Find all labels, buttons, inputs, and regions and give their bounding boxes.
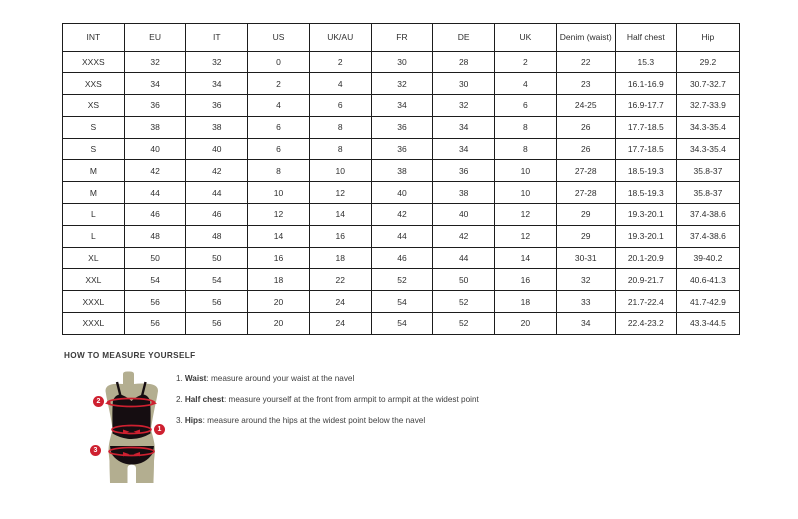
table-cell: 20 <box>248 313 310 335</box>
table-cell: 4 <box>495 73 557 95</box>
table-cell: 8 <box>495 116 557 138</box>
table-cell: 34.3-35.4 <box>676 116 739 138</box>
table-cell: 12 <box>248 204 310 226</box>
table-cell: 27-28 <box>556 160 615 182</box>
table-cell: 24 <box>309 313 371 335</box>
table-cell: 10 <box>248 182 310 204</box>
mannequin-figure <box>84 371 190 487</box>
table-cell: 48 <box>186 225 248 247</box>
table-cell: 15.3 <box>615 51 676 73</box>
column-header: INT <box>63 24 125 52</box>
step-text: : measure yourself at the front from armpit to armpit at the widest point <box>223 395 479 404</box>
table-cell: M <box>63 160 125 182</box>
measure-guide-title: HOW TO MEASURE YOURSELF <box>64 351 196 360</box>
column-header: FR <box>371 24 433 52</box>
table-cell: 16 <box>495 269 557 291</box>
table-cell: 10 <box>495 182 557 204</box>
column-header: DE <box>433 24 495 52</box>
chest-measure-badge: 2 <box>93 396 104 407</box>
column-header: Denim (waist) <box>556 24 615 52</box>
table-cell: 44 <box>371 225 433 247</box>
measure-steps <box>176 368 479 431</box>
table-cell: 17.7-18.5 <box>615 138 676 160</box>
table-cell: 37.4-38.6 <box>676 204 739 226</box>
size-conversion-table <box>62 23 740 335</box>
table-cell: 34 <box>124 73 186 95</box>
table-cell: 30.7-32.7 <box>676 73 739 95</box>
table-body <box>63 51 740 334</box>
step-number: 1. <box>176 374 183 383</box>
table-header <box>63 24 740 52</box>
table-cell: 2 <box>495 51 557 73</box>
table-cell: 34 <box>556 313 615 335</box>
table-cell: 32 <box>556 269 615 291</box>
table-cell: 35.8-37 <box>676 182 739 204</box>
table-row <box>63 182 740 204</box>
table-cell: XXXL <box>63 313 125 335</box>
column-header: EU <box>124 24 186 52</box>
table-cell: 34 <box>186 73 248 95</box>
column-header: IT <box>186 24 248 52</box>
table-cell: 54 <box>124 269 186 291</box>
table-cell: 16 <box>309 225 371 247</box>
table-cell: 18.5-19.3 <box>615 160 676 182</box>
table-cell: 34 <box>433 116 495 138</box>
table-cell: 18 <box>248 269 310 291</box>
table-cell: 50 <box>124 247 186 269</box>
table-cell: XS <box>63 95 125 117</box>
table-cell: 32 <box>433 95 495 117</box>
table-cell: L <box>63 225 125 247</box>
table-cell: 4 <box>248 95 310 117</box>
table-cell: 48 <box>124 225 186 247</box>
table-cell: 19.3-20.1 <box>615 204 676 226</box>
table-cell: 42 <box>371 204 433 226</box>
table-row <box>63 73 740 95</box>
table-cell: 40.6-41.3 <box>676 269 739 291</box>
measure-step-hips <box>176 410 479 431</box>
table-row <box>63 313 740 335</box>
table-row <box>63 204 740 226</box>
table-cell: 38 <box>186 116 248 138</box>
table-cell: 54 <box>371 313 433 335</box>
table-cell: 24 <box>309 291 371 313</box>
table-cell: 22.4-23.2 <box>615 313 676 335</box>
table-cell: 19.3-20.1 <box>615 225 676 247</box>
table-cell: 36 <box>371 138 433 160</box>
table-cell: XXXS <box>63 51 125 73</box>
table-cell: 14 <box>309 204 371 226</box>
table-cell: 16 <box>248 247 310 269</box>
table-cell: 20 <box>495 313 557 335</box>
table-cell: 54 <box>186 269 248 291</box>
table-cell: 24-25 <box>556 95 615 117</box>
table-cell: 46 <box>186 204 248 226</box>
table-row <box>63 225 740 247</box>
table-cell: 22 <box>309 269 371 291</box>
table-cell: 36 <box>124 95 186 117</box>
header-row <box>63 24 740 52</box>
table-cell: 10 <box>495 160 557 182</box>
table-cell: 33 <box>556 291 615 313</box>
table-cell: 36 <box>186 95 248 117</box>
step-label: Half chest <box>184 395 224 404</box>
table-cell: XXS <box>63 73 125 95</box>
table-cell: 44 <box>186 182 248 204</box>
step-label: Waist <box>184 374 207 383</box>
column-header: US <box>248 24 310 52</box>
step-number: 2. <box>176 395 183 404</box>
table-cell: 16.1-16.9 <box>615 73 676 95</box>
table-cell: 30 <box>371 51 433 73</box>
table-cell: 4 <box>309 73 371 95</box>
table-cell: 18 <box>495 291 557 313</box>
table-cell: 38 <box>124 116 186 138</box>
table-cell: 6 <box>309 95 371 117</box>
table-cell: 12 <box>495 225 557 247</box>
table-cell: 42 <box>433 225 495 247</box>
table-cell: M <box>63 182 125 204</box>
table-cell: 34 <box>433 138 495 160</box>
table-cell: 20.1-20.9 <box>615 247 676 269</box>
table-cell: 40 <box>186 138 248 160</box>
table-cell: 21.7-22.4 <box>615 291 676 313</box>
table-cell: 36 <box>371 116 433 138</box>
table-cell: 30 <box>433 73 495 95</box>
table-cell: 38 <box>371 160 433 182</box>
table-row <box>63 291 740 313</box>
table-row <box>63 95 740 117</box>
table-cell: 29.2 <box>676 51 739 73</box>
table-cell: 40 <box>433 204 495 226</box>
table-cell: 54 <box>371 291 433 313</box>
table-cell: 46 <box>371 247 433 269</box>
table-cell: 50 <box>433 269 495 291</box>
table-cell: 29 <box>556 225 615 247</box>
table-cell: 2 <box>248 73 310 95</box>
table-cell: 14 <box>495 247 557 269</box>
table-row <box>63 269 740 291</box>
table-cell: S <box>63 116 125 138</box>
table-cell: 32.7-33.9 <box>676 95 739 117</box>
table-cell: 40 <box>124 138 186 160</box>
column-header: Half chest <box>615 24 676 52</box>
table-cell: 8 <box>309 116 371 138</box>
table-cell: 34.3-35.4 <box>676 138 739 160</box>
hips-measure-badge: 3 <box>90 445 101 456</box>
table-cell: 22 <box>556 51 615 73</box>
table-cell: 29 <box>556 204 615 226</box>
table-cell: 44 <box>124 182 186 204</box>
table-cell: 12 <box>309 182 371 204</box>
table-cell: 56 <box>186 291 248 313</box>
table-cell: 46 <box>124 204 186 226</box>
step-text: : measure around your waist at the navel <box>206 374 355 383</box>
table-cell: 44 <box>433 247 495 269</box>
table-cell: 37.4-38.6 <box>676 225 739 247</box>
column-header: UK/AU <box>309 24 371 52</box>
table-cell: 32 <box>124 51 186 73</box>
table-cell: 20 <box>248 291 310 313</box>
table-cell: 34 <box>371 95 433 117</box>
measure-step-half-chest <box>176 389 479 410</box>
table-cell: 8 <box>309 138 371 160</box>
table-cell: 39-40.2 <box>676 247 739 269</box>
mannequin-illustration <box>84 371 190 487</box>
table-cell: 42 <box>124 160 186 182</box>
table-cell: 56 <box>124 291 186 313</box>
table-cell: 16.9-17.7 <box>615 95 676 117</box>
step-label: Hips <box>184 416 203 425</box>
table-cell: 35.8-37 <box>676 160 739 182</box>
table-cell: XXL <box>63 269 125 291</box>
table-cell: 43.3-44.5 <box>676 313 739 335</box>
table-cell: 26 <box>556 138 615 160</box>
table-cell: 17.7-18.5 <box>615 116 676 138</box>
table-cell: 28 <box>433 51 495 73</box>
table-row <box>63 51 740 73</box>
waist-measure-badge: 1 <box>154 424 165 435</box>
table-cell: L <box>63 204 125 226</box>
table-cell: 0 <box>248 51 310 73</box>
table-cell: S <box>63 138 125 160</box>
table-cell: 27-28 <box>556 182 615 204</box>
table-cell: 6 <box>495 95 557 117</box>
table-cell: 18 <box>309 247 371 269</box>
table-cell: 18.5-19.3 <box>615 182 676 204</box>
table-cell: 38 <box>433 182 495 204</box>
table-cell: 52 <box>371 269 433 291</box>
table-cell: 52 <box>433 313 495 335</box>
table-row <box>63 247 740 269</box>
table-cell: 12 <box>495 204 557 226</box>
table-cell: 36 <box>433 160 495 182</box>
table-cell: 56 <box>186 313 248 335</box>
step-text: : measure around the hips at the widest point below the navel <box>202 416 426 425</box>
table-cell: XL <box>63 247 125 269</box>
table-cell: 41.7-42.9 <box>676 291 739 313</box>
table-cell: 10 <box>309 160 371 182</box>
table-cell: 6 <box>248 116 310 138</box>
table-row <box>63 160 740 182</box>
table-cell: 30-31 <box>556 247 615 269</box>
column-header: UK <box>495 24 557 52</box>
table-cell: XXXL <box>63 291 125 313</box>
table-cell: 8 <box>495 138 557 160</box>
table-row <box>63 138 740 160</box>
table-row <box>63 116 740 138</box>
table-cell: 2 <box>309 51 371 73</box>
table-cell: 40 <box>371 182 433 204</box>
step-number: 3. <box>176 416 183 425</box>
table-cell: 42 <box>186 160 248 182</box>
table-cell: 8 <box>248 160 310 182</box>
column-header: Hip <box>676 24 739 52</box>
table-cell: 26 <box>556 116 615 138</box>
table-cell: 50 <box>186 247 248 269</box>
table-cell: 32 <box>186 51 248 73</box>
measure-step-waist <box>176 368 479 389</box>
table-cell: 14 <box>248 225 310 247</box>
table-cell: 20.9-21.7 <box>615 269 676 291</box>
table-cell: 56 <box>124 313 186 335</box>
table-cell: 32 <box>371 73 433 95</box>
table-cell: 52 <box>433 291 495 313</box>
table-cell: 6 <box>248 138 310 160</box>
table-cell: 23 <box>556 73 615 95</box>
